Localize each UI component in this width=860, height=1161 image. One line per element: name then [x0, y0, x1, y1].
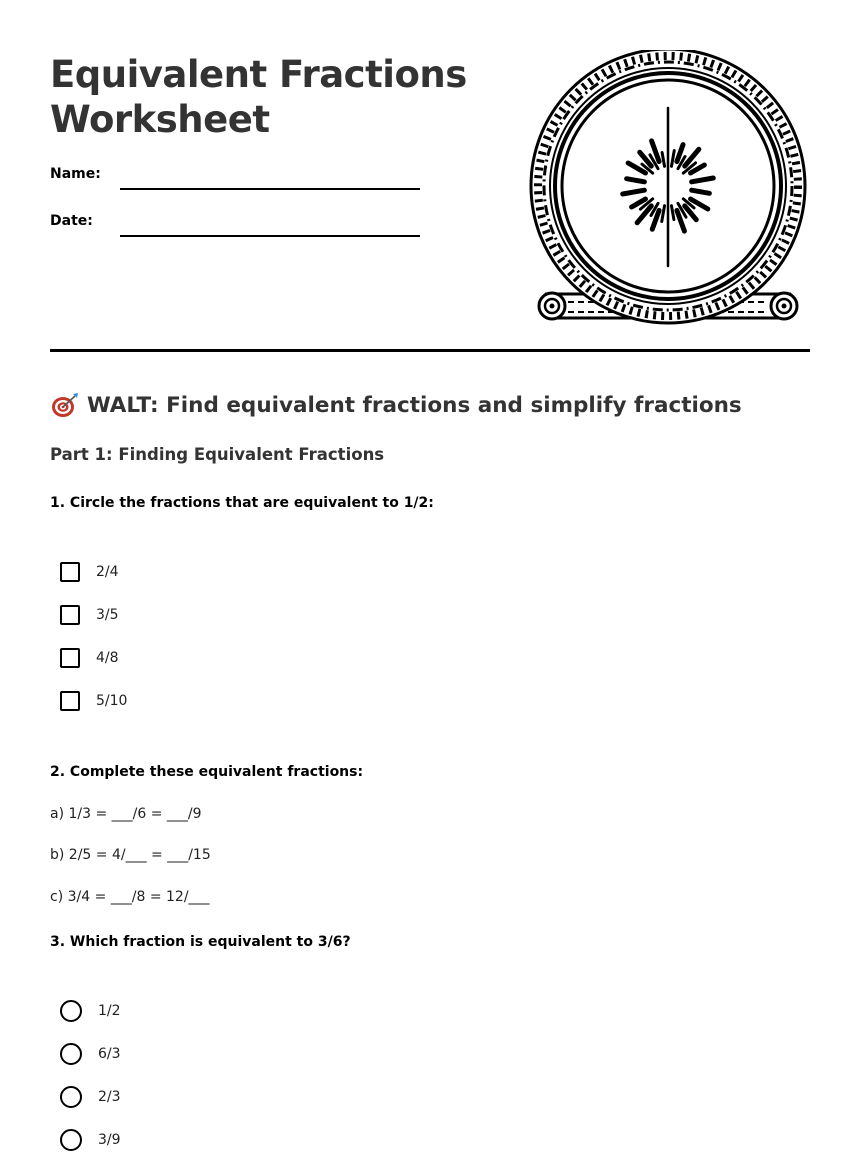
option-label: 5/10	[96, 693, 128, 709]
checkbox[interactable]	[60, 562, 80, 582]
name-label: Name:	[50, 166, 101, 182]
q3-option[interactable]	[60, 1084, 121, 1110]
question-2-prompt: 2. Complete these equivalent fractions:	[50, 764, 364, 780]
q3-option[interactable]	[60, 998, 121, 1024]
q1-option[interactable]	[60, 688, 127, 714]
walt-text: WALT: Find equivalent fractions and simplify fractions	[87, 392, 742, 418]
radio-button[interactable]	[60, 1000, 82, 1022]
title-line-1: Equivalent Fractions	[50, 53, 467, 96]
date-input-line[interactable]	[120, 235, 420, 237]
q2-item-a: a) 1/3 = ___/6 = ___/9	[50, 806, 202, 822]
q2-item-c: c) 3/4 = ___/8 = 12/___	[50, 889, 210, 905]
page-title	[50, 52, 467, 142]
date-label: Date:	[50, 213, 93, 229]
option-label: 1/2	[98, 1003, 121, 1019]
header-divider	[50, 349, 810, 352]
q1-option[interactable]	[60, 559, 119, 585]
walt-heading	[50, 388, 742, 422]
q3-option[interactable]	[60, 1127, 121, 1153]
option-label: 6/3	[98, 1046, 121, 1062]
option-label: 2/3	[98, 1089, 121, 1105]
q2-item-b: b) 2/5 = 4/___ = ___/15	[50, 847, 211, 863]
q1-option[interactable]	[60, 602, 119, 628]
name-input-line[interactable]	[120, 188, 420, 190]
checkbox[interactable]	[60, 605, 80, 625]
name-field	[50, 166, 430, 196]
radio-button[interactable]	[60, 1129, 82, 1151]
ornate-mirror-emblem	[528, 50, 808, 330]
option-label: 4/8	[96, 650, 119, 666]
question-1-prompt: 1. Circle the fractions that are equivalent to 1/2:	[50, 495, 434, 511]
question-3-prompt: 3. Which fraction is equivalent to 3/6?	[50, 934, 351, 950]
radio-button[interactable]	[60, 1086, 82, 1108]
title-line-2: Worksheet	[50, 98, 270, 141]
checkbox[interactable]	[60, 691, 80, 711]
option-label: 3/5	[96, 607, 119, 623]
target-icon	[50, 390, 80, 420]
q1-option[interactable]	[60, 645, 119, 671]
checkbox[interactable]	[60, 648, 80, 668]
q3-option[interactable]	[60, 1041, 121, 1067]
option-label: 2/4	[96, 564, 119, 580]
radio-button[interactable]	[60, 1043, 82, 1065]
date-field	[50, 213, 430, 243]
option-label: 3/9	[98, 1132, 121, 1148]
part-1-heading: Part 1: Finding Equivalent Fractions	[50, 445, 385, 464]
